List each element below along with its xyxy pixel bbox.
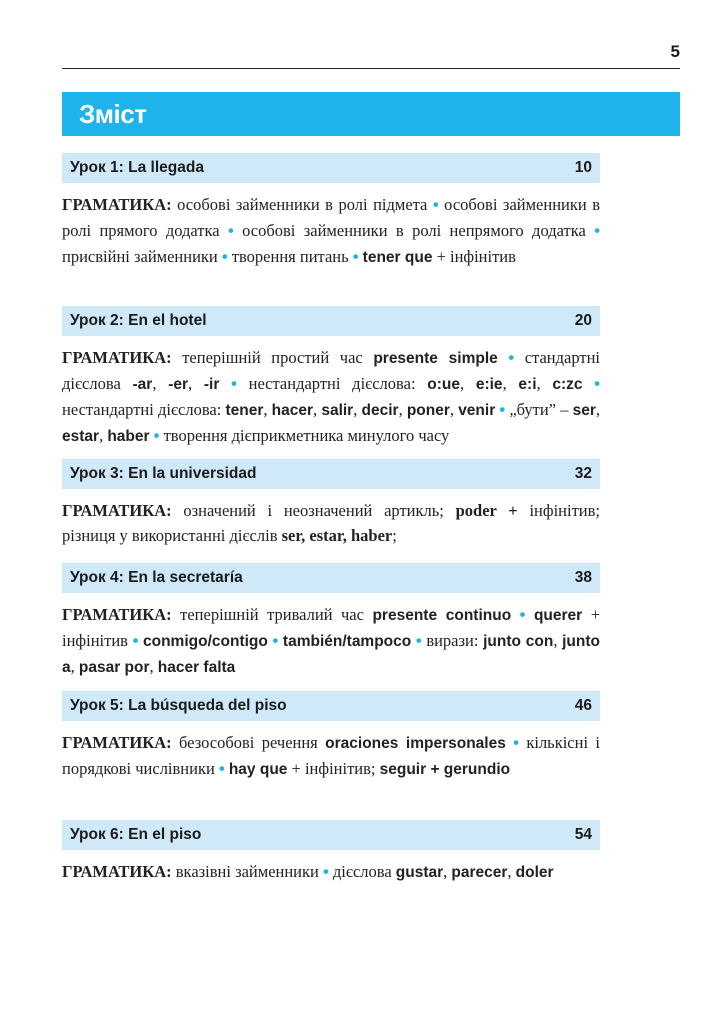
bullet: •: [508, 349, 515, 367]
text: нестандартні дієслова:: [236, 374, 428, 393]
text: стандартні дієслова: [62, 348, 600, 393]
term: -ir: [203, 376, 220, 393]
bullet: •: [513, 734, 519, 752]
bullet: •: [132, 632, 139, 650]
term: parecer: [451, 864, 508, 881]
text: ,: [70, 657, 79, 676]
term: también/tampoco: [282, 633, 412, 650]
lesson-4-header[interactable]: [62, 563, 600, 593]
text: особові займенники в ролі непрямого додатка: [233, 221, 595, 240]
term: hacer: [271, 402, 314, 419]
text: ;: [392, 526, 397, 545]
term: junto a: [62, 633, 600, 676]
lesson-title: Урок 5: La búsqueda del piso: [70, 697, 287, 714]
bullet: •: [415, 632, 422, 650]
header-rule: [62, 68, 680, 69]
bullet: •: [432, 196, 439, 214]
text: ,: [553, 631, 563, 650]
term: querer: [533, 607, 583, 624]
term: estar: [62, 428, 100, 445]
text: + інфінітив;: [287, 759, 380, 778]
text: означений і неозначений артикль;: [171, 501, 456, 520]
term: pasar por: [78, 659, 150, 676]
lesson-2-header[interactable]: [62, 306, 600, 336]
grammar-label: ГРАМАТИКА:: [62, 195, 172, 214]
term: c:zc: [552, 376, 583, 393]
page-number: 5: [670, 42, 680, 61]
text: ,: [507, 862, 516, 881]
text: ,: [353, 400, 362, 419]
bullet: •: [272, 632, 279, 650]
term: tener que: [362, 249, 433, 266]
bullet: •: [594, 222, 600, 240]
term: decir: [361, 402, 399, 419]
term: poner: [406, 402, 450, 419]
text: безособові речення: [171, 733, 326, 752]
text: присвійні займенники: [62, 247, 222, 266]
text: ,: [595, 400, 601, 419]
bullet: •: [322, 863, 329, 881]
text: ,: [459, 374, 476, 393]
contents-banner: [62, 92, 680, 136]
grammar-label: ГРАМАТИКА:: [62, 733, 172, 752]
text: теперішній простий час: [171, 348, 374, 367]
text: ,: [263, 400, 272, 419]
term: salir: [321, 402, 354, 419]
bullet: •: [221, 248, 228, 266]
term: oraciones impersonales: [325, 735, 506, 752]
bullet: •: [227, 222, 234, 240]
text: особові займенники в ролі прямого додатка: [62, 195, 600, 240]
term: junto con: [483, 633, 554, 650]
text: ,: [188, 374, 204, 393]
term: haber: [107, 428, 150, 445]
term: presente simple: [373, 350, 498, 367]
text: вирази:: [421, 631, 484, 650]
lesson-page: 46: [574, 697, 592, 714]
grammar-label: ГРАМАТИКА:: [62, 862, 172, 881]
term: venir: [458, 402, 496, 419]
text: ,: [313, 400, 322, 419]
lesson-6-grammar: [62, 859, 600, 885]
lesson-page: 10: [574, 159, 592, 176]
text: ,: [443, 862, 452, 881]
text: ,: [502, 374, 519, 393]
lesson-title: Урок 1: La llegada: [70, 159, 204, 176]
text: особові займенники в ролі підмета: [171, 195, 433, 214]
text: „бути” –: [505, 400, 573, 419]
lesson-2-grammar: [62, 345, 600, 449]
term: o:ue: [427, 376, 460, 393]
text: інфінітив; різниця у використанні дієслів: [62, 501, 600, 545]
term: hacer falta: [157, 659, 236, 676]
bullet: •: [231, 375, 237, 393]
term: ser: [572, 402, 596, 419]
lesson-4-grammar: [62, 602, 600, 680]
term: e:i: [518, 376, 537, 393]
lesson-page: 20: [574, 312, 592, 329]
lesson-title: Урок 3: En la universidad: [70, 465, 257, 482]
lesson-title: Урок 2: En el hotel: [70, 312, 207, 329]
lesson-1-grammar: [62, 192, 600, 270]
text: дієслова: [328, 862, 396, 881]
text: кількісні і порядкові числівники: [62, 733, 600, 778]
bullet: •: [218, 760, 225, 778]
term: e:ie: [475, 376, 503, 393]
term: doler: [515, 864, 554, 881]
text: + інфінітив: [432, 247, 516, 266]
contents-title: Зміст: [79, 98, 147, 129]
lesson-page: 38: [574, 569, 592, 586]
term: presente continuo: [372, 607, 512, 624]
lesson-title: Урок 6: En el piso: [70, 826, 202, 843]
lesson-5-grammar: [62, 730, 600, 782]
grammar-label: ГРАМАТИКА:: [62, 501, 172, 520]
text: ,: [449, 400, 459, 419]
bullet: •: [352, 248, 359, 266]
text: творення питань: [227, 247, 353, 266]
bullet: •: [594, 375, 601, 393]
grammar-label: ГРАМАТИКА:: [62, 605, 172, 624]
term: tener: [225, 402, 264, 419]
grammar-label: ГРАМАТИКА:: [62, 348, 172, 367]
lesson-title: Урок 4: En la secretaría: [70, 569, 243, 586]
bullet: •: [499, 401, 506, 419]
text: ,: [536, 374, 553, 393]
text: нестандартні дієслова:: [62, 400, 226, 419]
lesson-3-grammar: [62, 498, 600, 548]
term: ser, estar, haber: [281, 526, 393, 545]
lesson-1-header[interactable]: [62, 153, 600, 183]
term: seguir + gerundio: [379, 761, 511, 778]
term: -ar: [132, 376, 153, 393]
term: gustar: [395, 864, 444, 881]
text: ,: [149, 657, 158, 676]
term: hay que: [228, 761, 288, 778]
text: теперішній тривалий час: [171, 605, 373, 624]
lesson-6-header[interactable]: [62, 820, 600, 850]
lesson-page: 54: [574, 826, 592, 843]
text: вказівні займенники: [171, 862, 323, 881]
text: ,: [152, 374, 169, 393]
bullet: •: [153, 427, 160, 445]
text: творення дієприкметника минулого часу: [159, 426, 450, 445]
text: + інфінітив: [62, 605, 600, 650]
bullet: •: [519, 606, 526, 624]
term: conmigo/contigo: [143, 633, 268, 650]
lesson-5-header[interactable]: [62, 691, 600, 721]
term: -er: [168, 376, 189, 393]
text: ,: [398, 400, 407, 419]
lesson-page: 32: [574, 465, 592, 482]
text: ,: [99, 426, 108, 445]
lesson-3-header[interactable]: [62, 459, 600, 489]
term: poder +: [455, 501, 518, 520]
